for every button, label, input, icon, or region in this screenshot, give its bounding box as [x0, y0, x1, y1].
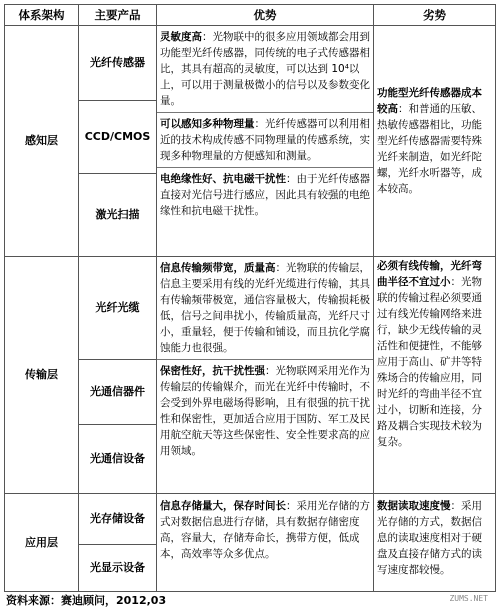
- disadvantage-title: 功能型光纤传感器成本较高: [377, 87, 482, 115]
- product-cell: 光纤传感器: [79, 26, 157, 101]
- comparison-table: [4, 4, 496, 592]
- header-product: 主要产品: [79, 5, 157, 26]
- layer-application: 应用层: [5, 494, 79, 592]
- disadvantage-cell: [374, 494, 496, 592]
- advantage-title: 灵敏度高: [160, 31, 202, 43]
- product-cell: 光存储设备: [79, 494, 157, 545]
- disadvantage-text: ：和普通的压敏、热敏传感器相比，功能型光纤传感器需要特殊光纤来制造，如光纤陀螺，光纤水听器等，成本较高。: [377, 103, 482, 195]
- advantage-text: ：光纤传感器可以利用相近的技术构成传感不同物理量的传感系统，实现多种物理量的方便感知和测量。: [160, 118, 370, 162]
- advantage-text: ：光物联的传输层，信息主要采用有线的光纤光缆进行传输，其具有传输频带极宽，通信容量极大，传输损耗极低，信号之间串扰小，传输质量高，光纤尺寸小，重量轻，便于传输和铺设，而且抗化学腐蚀能力也很强。: [160, 262, 370, 354]
- advantage-text: ：光物联中的很多应用领域都会用到功能型光纤传感器，同传统的电子式传感器相比，其具有超高的灵敏度，可以达到 10⁴以上，可以用于测量极微小的信号以及参数变化量。: [160, 31, 370, 107]
- table-row: [5, 494, 496, 545]
- advantage-cell: [157, 257, 374, 494]
- header-disadvantage: 劣势: [374, 5, 496, 26]
- advantage-title: 保密性好，抗干扰性强: [160, 365, 265, 377]
- header-row: [5, 5, 496, 26]
- disadvantage-text: ：采用光存储的方式，数据信息的读取速度相对于硬盘及直接存储方式的读写速度都较慢。: [377, 500, 482, 576]
- layer-perception: 感知层: [5, 26, 79, 257]
- disadvantage-text: ：光物联的传输过程必须要通过有线光传输网络来进行，缺少无线传输的灵活性和便捷性，不能够应用于高山、矿井等特殊场合的传输应用，同时光纤的弯曲半径不宜过小，切断和连接，分路及耦合实现技术较为复杂。: [377, 276, 482, 448]
- layer-transport: 传输层: [5, 257, 79, 494]
- advantage-cell: [157, 26, 374, 257]
- table-row: [5, 257, 496, 360]
- advantage-item: [157, 359, 373, 462]
- advantage-text: ：采用光存储的方式对数据信息进行存储，具有数据存储密度高，容量大，存储寿命长，携带方便，低成本，高效率等众多优点。: [160, 500, 370, 560]
- product-cell: 激光扫描: [79, 174, 157, 257]
- advantage-title: 信息传输频带宽，质量高: [160, 262, 276, 274]
- disadvantage-cell: [374, 257, 496, 494]
- header-advantage: 优势: [157, 5, 374, 26]
- advantage-title: 电绝缘性好、抗电磁干扰性: [160, 173, 286, 185]
- source-note: 资料来源：赛迪顾问，2012,03: [6, 594, 167, 607]
- advantage-title: 信息存储量大，保存时间长: [160, 500, 286, 512]
- table-row: [5, 26, 496, 101]
- product-cell: 光显示设备: [79, 545, 157, 592]
- disadvantage-title: 必须有线传输，光纤弯曲半径不宜过小: [377, 260, 482, 288]
- product-cell: 光纤光缆: [79, 257, 157, 360]
- disadvantage-cell: [374, 26, 496, 257]
- advantage-title: 可以感知多种物理量: [160, 118, 255, 130]
- advantage-item: [157, 112, 373, 167]
- advantage-cell: [157, 494, 374, 592]
- advantage-text: ：光物联网采用光作为传输层的传输媒介，而光在光纤中传输时，不会受到外界电磁场得影响，且有很强的抗干扰性和保密性，更加适合应用于国防、军工及民用航空航天等这些保密性、安全性要求高的应用领域。: [160, 365, 370, 457]
- product-cell: 光通信设备: [79, 425, 157, 494]
- advantage-item: [160, 257, 370, 359]
- advantage-item: [160, 26, 370, 112]
- header-layer: 体系架构: [5, 5, 79, 26]
- advantage-item: [157, 167, 373, 222]
- disadvantage-title: 数据读取速度慢: [377, 500, 451, 512]
- advantage-text: ：由于光纤传感器直接对光信号进行感应，因此具有较强的电绝缘性和抗电磁干扰性。: [160, 173, 370, 217]
- product-cell: 光通信器件: [79, 360, 157, 425]
- product-cell: CCD/CMOS: [79, 101, 157, 174]
- watermark: ZUMS.NET: [449, 594, 488, 603]
